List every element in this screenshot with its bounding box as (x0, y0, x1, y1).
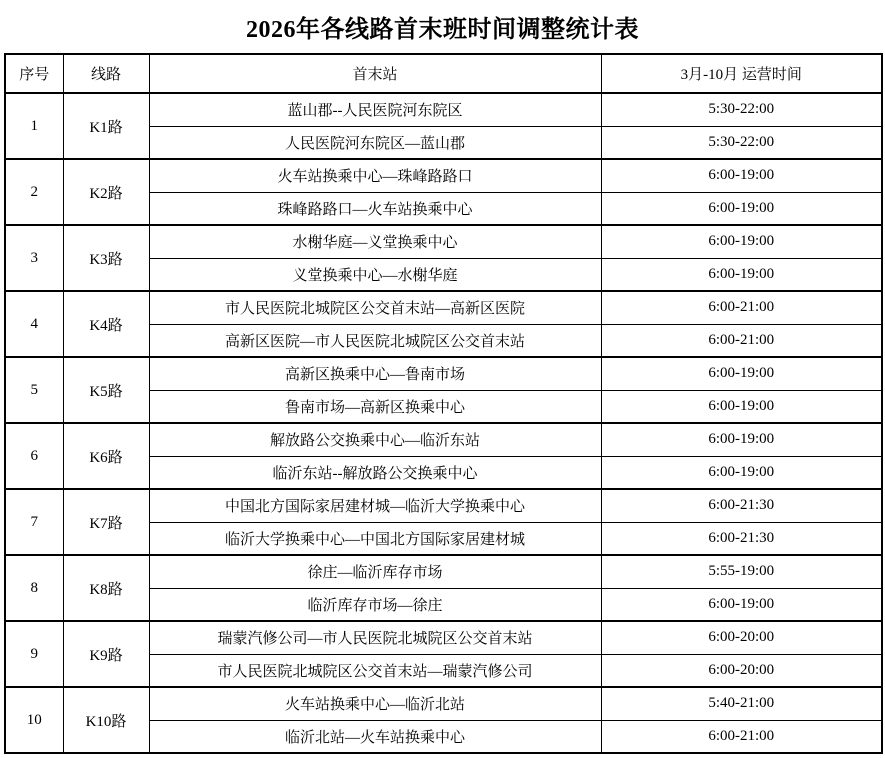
route-cell: 市人民医院北城院区公交首末站—瑞蒙汽修公司 (149, 654, 601, 687)
time-cell: 6:00-21:30 (601, 489, 882, 522)
route-cell: 火车站换乘中心—临沂北站 (149, 687, 601, 720)
route-cell: 瑞蒙汽修公司—市人民医院北城院区公交首末站 (149, 621, 601, 654)
line-cell: K4路 (63, 291, 149, 357)
line-cell: K9路 (63, 621, 149, 687)
route-cell: 高新区换乘中心—鲁南市场 (149, 357, 601, 390)
route-cell: 临沂大学换乘中心—中国北方国际家居建材城 (149, 522, 601, 555)
header-row (5, 54, 882, 93)
header-operating-time: 3月-10月 运营时间 (601, 54, 882, 93)
time-cell: 6:00-20:00 (601, 621, 882, 654)
serial-cell: 7 (5, 489, 63, 555)
serial-cell: 8 (5, 555, 63, 621)
route-cell: 市人民医院北城院区公交首末站—高新区医院 (149, 291, 601, 324)
serial-cell: 4 (5, 291, 63, 357)
table-row (5, 423, 882, 456)
serial-cell: 2 (5, 159, 63, 225)
table-row (5, 291, 882, 324)
route-cell: 珠峰路路口—火车站换乘中心 (149, 192, 601, 225)
serial-cell: 9 (5, 621, 63, 687)
schedule-table (4, 53, 883, 754)
serial-cell: 5 (5, 357, 63, 423)
route-cell: 义堂换乘中心—水榭华庭 (149, 258, 601, 291)
line-cell: K2路 (63, 159, 149, 225)
route-cell: 临沂东站--解放路公交换乘中心 (149, 456, 601, 489)
route-cell: 鲁南市场—高新区换乘中心 (149, 390, 601, 423)
time-cell: 6:00-19:00 (601, 192, 882, 225)
table-row (5, 489, 882, 522)
line-cell: K1路 (63, 93, 149, 159)
serial-cell: 10 (5, 687, 63, 753)
line-cell: K10路 (63, 687, 149, 753)
table-body (5, 93, 882, 753)
serial-cell: 6 (5, 423, 63, 489)
route-cell: 蓝山郡--人民医院河东院区 (149, 93, 601, 126)
time-cell: 6:00-21:00 (601, 720, 882, 753)
route-cell: 水榭华庭—义堂换乘中心 (149, 225, 601, 258)
time-cell: 6:00-19:00 (601, 258, 882, 291)
time-cell: 5:30-22:00 (601, 126, 882, 159)
time-cell: 6:00-21:30 (601, 522, 882, 555)
time-cell: 6:00-19:00 (601, 357, 882, 390)
table-row (5, 159, 882, 192)
line-cell: K6路 (63, 423, 149, 489)
table-row (5, 225, 882, 258)
header-line: 线路 (63, 54, 149, 93)
route-cell: 徐庄—临沂库存市场 (149, 555, 601, 588)
time-cell: 5:40-21:00 (601, 687, 882, 720)
route-cell: 临沂库存市场—徐庄 (149, 588, 601, 621)
time-cell: 6:00-19:00 (601, 390, 882, 423)
time-cell: 6:00-19:00 (601, 456, 882, 489)
route-cell: 高新区医院—市人民医院北城院区公交首末站 (149, 324, 601, 357)
table-header (5, 54, 882, 93)
time-cell: 6:00-20:00 (601, 654, 882, 687)
table-row (5, 555, 882, 588)
route-cell: 人民医院河东院区—蓝山郡 (149, 126, 601, 159)
line-cell: K8路 (63, 555, 149, 621)
line-cell: K3路 (63, 225, 149, 291)
header-serial: 序号 (5, 54, 63, 93)
time-cell: 5:55-19:00 (601, 555, 882, 588)
page-title: 2026年各线路首末班时间调整统计表 (246, 17, 639, 43)
serial-cell: 3 (5, 225, 63, 291)
time-cell: 6:00-19:00 (601, 225, 882, 258)
table-row (5, 621, 882, 654)
table-row (5, 93, 882, 126)
line-cell: K7路 (63, 489, 149, 555)
time-cell: 6:00-21:00 (601, 324, 882, 357)
route-cell: 临沂北站—火车站换乘中心 (149, 720, 601, 753)
time-cell: 6:00-19:00 (601, 423, 882, 456)
table-row (5, 687, 882, 720)
header-route: 首末站 (149, 54, 601, 93)
time-cell: 6:00-21:00 (601, 291, 882, 324)
serial-cell: 1 (5, 93, 63, 159)
route-cell: 中国北方国际家居建材城—临沂大学换乘中心 (149, 489, 601, 522)
time-cell: 6:00-19:00 (601, 588, 882, 621)
route-cell: 解放路公交换乘中心—临沂东站 (149, 423, 601, 456)
time-cell: 5:30-22:00 (601, 93, 882, 126)
table-row (5, 357, 882, 390)
time-cell: 6:00-19:00 (601, 159, 882, 192)
line-cell: K5路 (63, 357, 149, 423)
route-cell: 火车站换乘中心—珠峰路路口 (149, 159, 601, 192)
